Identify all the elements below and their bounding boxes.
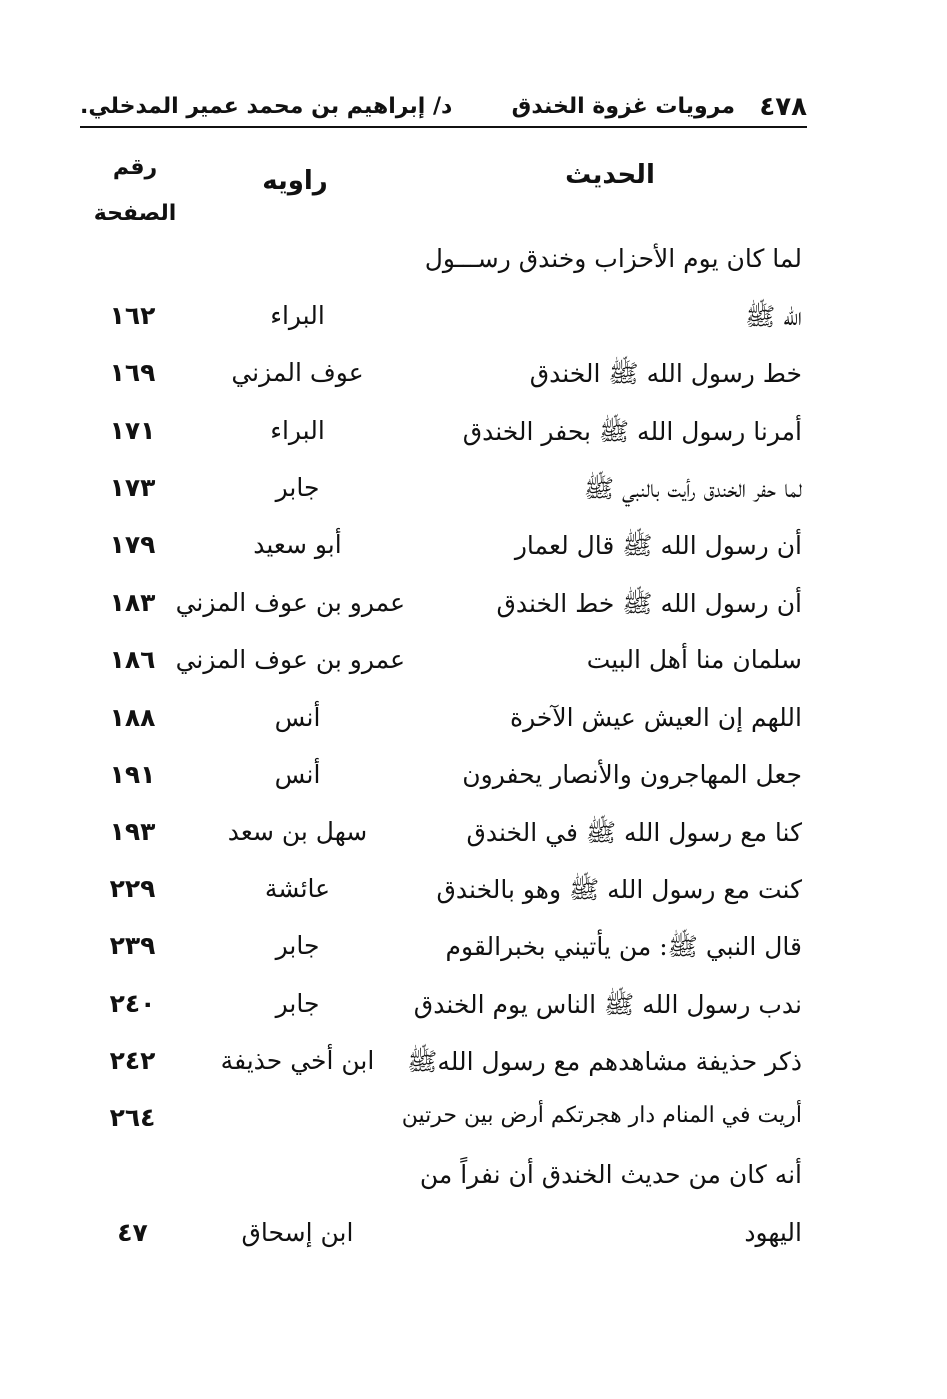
hadith-text: لما حفر الخندق رأيت بالنبي ﷺ: [583, 474, 802, 503]
table-row: [0, 588, 947, 636]
page-ref: ١٨٦: [109, 645, 156, 674]
hadith-text: أن رسول الله ﷺ قال لعمار: [514, 531, 802, 560]
page-ref: ١٧٣: [109, 473, 156, 502]
column-header-hadith: الحديث: [565, 160, 655, 190]
narrator-name: جابر: [275, 989, 320, 1018]
narrator-name: جابر: [275, 473, 320, 502]
hadith-text: اليهود: [744, 1218, 802, 1247]
column-header-narrator: راويه: [262, 166, 328, 196]
page-number: ٤٧٨: [759, 92, 807, 122]
hadith-text: أمرنا رسول الله ﷺ بحفر الخندق: [462, 417, 802, 446]
page-ref: ٤٧: [117, 1218, 148, 1247]
table-row: [0, 817, 947, 865]
table-row: [0, 301, 947, 349]
narrator-name: أنس: [274, 703, 321, 732]
column-header-page-line1: رقم: [112, 155, 158, 180]
table-row: [0, 530, 947, 578]
column-header-page: [80, 145, 190, 237]
hadith-text: ندب رسول الله ﷺ الناس يوم الخندق: [413, 990, 802, 1019]
narrator-name: أبو سعيد: [253, 530, 342, 559]
table-row: [0, 874, 947, 922]
table-row: [0, 760, 947, 808]
hadith-text: سلمان منا أهل البيت: [586, 645, 802, 674]
narrator-name: سهل بن سعد: [227, 817, 368, 846]
page-ref: ١٩٣: [109, 817, 156, 846]
page-ref: ٢٦٤: [109, 1103, 156, 1132]
narrator-name: أنس: [274, 760, 321, 789]
narrator-name: عمرو بن عوف المزني: [175, 588, 405, 617]
narrator-name: ابن أخي حذيفة: [220, 1046, 375, 1075]
table-row: [0, 703, 947, 751]
column-header-page-line2: الصفحة: [93, 201, 177, 226]
hadith-text: الله ﷺ: [745, 302, 802, 331]
table-row: [0, 1046, 947, 1094]
page-ref: ١٨٣: [109, 588, 156, 617]
table-row: [0, 989, 947, 1037]
narrator-name: عوف المزني: [231, 358, 364, 387]
page-ref: ١٨٨: [109, 703, 156, 732]
narrator-name: عائشة: [264, 874, 331, 903]
page-ref: ١٧١: [109, 416, 156, 445]
hadith-text: كنت مع رسول الله ﷺ وهو بالخندق: [436, 875, 802, 904]
page-ref: ٢٤٢: [109, 1046, 156, 1075]
page-ref: ١٦٩: [109, 358, 156, 387]
table-row: [0, 1218, 947, 1266]
table-row: [0, 416, 947, 464]
narrator-name: ابن إسحاق: [241, 1218, 354, 1247]
hadith-text: أريت في المنام دار هجرتكم أرض بين حرتين: [401, 1103, 802, 1128]
table-row: [0, 1103, 947, 1151]
hadith-text: أنه كان من حديث الخندق أن نفراً من: [419, 1160, 802, 1189]
author-name: د/ إبراهيم بن محمد عمير المدخلي.: [80, 94, 453, 119]
page-ref: ١٧٩: [109, 530, 156, 559]
page-ref: ٢٤٠: [109, 989, 156, 1018]
hadith-text: قال النبي ﷺ: من يأتيني بخبرالقوم: [445, 932, 802, 961]
narrator-name: البراء: [270, 416, 325, 445]
page-ref: ١٩١: [109, 760, 156, 789]
hadith-text: لما كان يوم الأحزاب وخندق رســـول: [424, 244, 802, 273]
table-row: [0, 1160, 947, 1208]
table-row: [0, 244, 947, 292]
table-row: [0, 358, 947, 406]
hadith-text: جعل المهاجرون والأنصار يحفرون: [462, 760, 802, 789]
running-header: [80, 92, 807, 128]
narrator-name: جابر: [275, 931, 320, 960]
hadith-text: اللهم إن العيش عيش الآخرة: [509, 703, 802, 732]
table-row: [0, 931, 947, 979]
hadith-text: خط رسول الله ﷺ الخندق: [529, 359, 802, 388]
page-ref: ٢٢٩: [109, 874, 156, 903]
narrator-name: عمرو بن عوف المزني: [175, 645, 405, 674]
page-ref: ١٦٢: [109, 301, 156, 330]
narrator-name: البراء: [270, 301, 325, 330]
table-row: [0, 473, 947, 521]
table-row: [0, 645, 947, 693]
hadith-text: كنا مع رسول الله ﷺ في الخندق: [466, 818, 802, 847]
hadith-text: أن رسول الله ﷺ خط الخندق: [496, 589, 802, 618]
book-title: مرويات غزوة الخندق: [511, 94, 735, 119]
hadith-text: ذكر حذيفة مشاهدهم مع رسول اللهﷺ: [407, 1047, 802, 1076]
page-ref: ٢٣٩: [109, 931, 156, 960]
